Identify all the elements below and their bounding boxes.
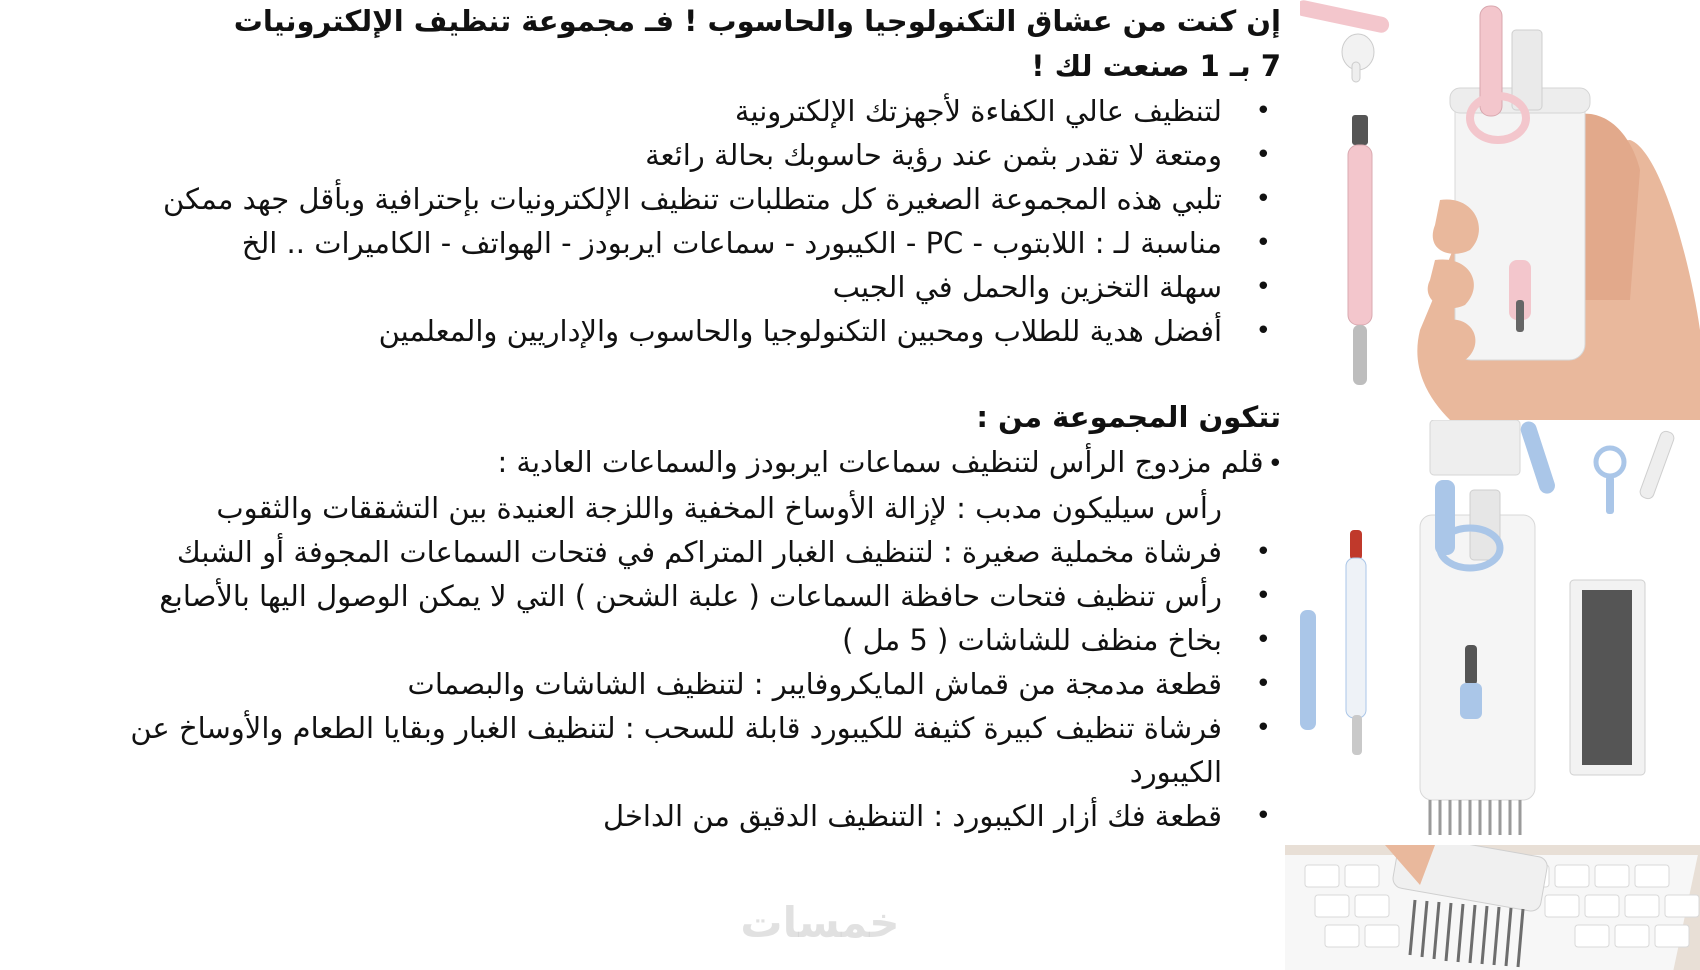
feature-item: • لتنظيف عالي الكفاءة لأجهزتك الإلكترونية [0,89,1285,133]
pen-parts-list [0,486,1285,838]
feature-list [0,89,1285,353]
components-heading: تتكون المجموعة من : [976,400,1281,434]
pen-part-item: • فرشاة مخملية صغيرة : لتنظيف الغبار المتراكم في فتحات السماعات المجوفة أو الشبك [0,530,1285,574]
blue-kit-illustration [1290,420,1700,845]
site-watermark: خمسات [740,898,900,947]
feature-item: • أفضل هدية للطلاب ومحبين التكنولوجيا والحاسوب والإداريين والمعلمين [0,309,1285,353]
microfiber-cloth-icon [1570,580,1645,775]
feature-item: • ومتعة لا تقدر بثمن عند رؤية حاسوبك بحالة رائعة [0,133,1285,177]
headline-line-2: 7 بـ 1 صنعت لك ! [1031,49,1281,83]
bullet-dot: • [1267,449,1283,479]
component-item: • فرشاة تنظيف كبيرة كثيفة للكيبورد قابلة للسحب : لتنظيف الغبار وبقايا الطعام والأوساخ عن الكيبورد [0,706,1285,794]
keyboard-cleaning-photo [1285,845,1700,970]
pen-description [0,440,1285,486]
component-item: • بخاخ منظف للشاشات ( 5 مل ) [0,618,1285,662]
component-item: • قطعة فك أزار الكيبورد : التنظيف الدقيق من الداخل [0,794,1285,838]
feature-item: • سهلة التخزين والحمل في الجيب [0,265,1285,309]
blue-kit-photo [1290,420,1700,845]
headline-line-1: إن كنت من عشاق التكنولوجيا والحاسوب ! فـ مجموعة تنظيف الإلكترونيات [233,4,1281,38]
pen-description-text: قلم مزدوج الرأس لتنظيف سماعات ايربودز والسماعات العادية : [497,445,1264,479]
pen-part-item: • رأس تنظيف فتحات حافظة السماعات ( علبة الشحن ) التي لا يمكن الوصول اليها بالأصابع [0,574,1285,618]
headline [0,0,1285,89]
pink-kit-illustration [1300,0,1700,420]
feature-item: • مناسبة لـ : اللابتوب - PC - الكيبورد - سماعات ايربودز - الهواتف - الكاميرات .. الخ [0,221,1285,265]
blue-kit-body-icon [1420,480,1535,835]
keyboard-illustration [1285,845,1700,970]
feature-item: • تلبي هذه المجموعة الصغيرة كل متطلبات تنظيف الإلكترونيات بإحترافية وبأقل جهد ممكن [0,177,1285,221]
spray-cap-icon [1430,420,1520,475]
pink-kit-photo [1300,0,1700,420]
product-images [1290,0,1700,970]
component-item: • قطعة مدمجة من قماش المايكروفايبر : لتنظيف الشاشات والبصمات [0,662,1285,706]
pen-part-item: • رأس سيليكون مدبب : لإزالة الأوساخ المخفية واللزجة العنيدة بين التشققات والثقوب [0,486,1285,530]
